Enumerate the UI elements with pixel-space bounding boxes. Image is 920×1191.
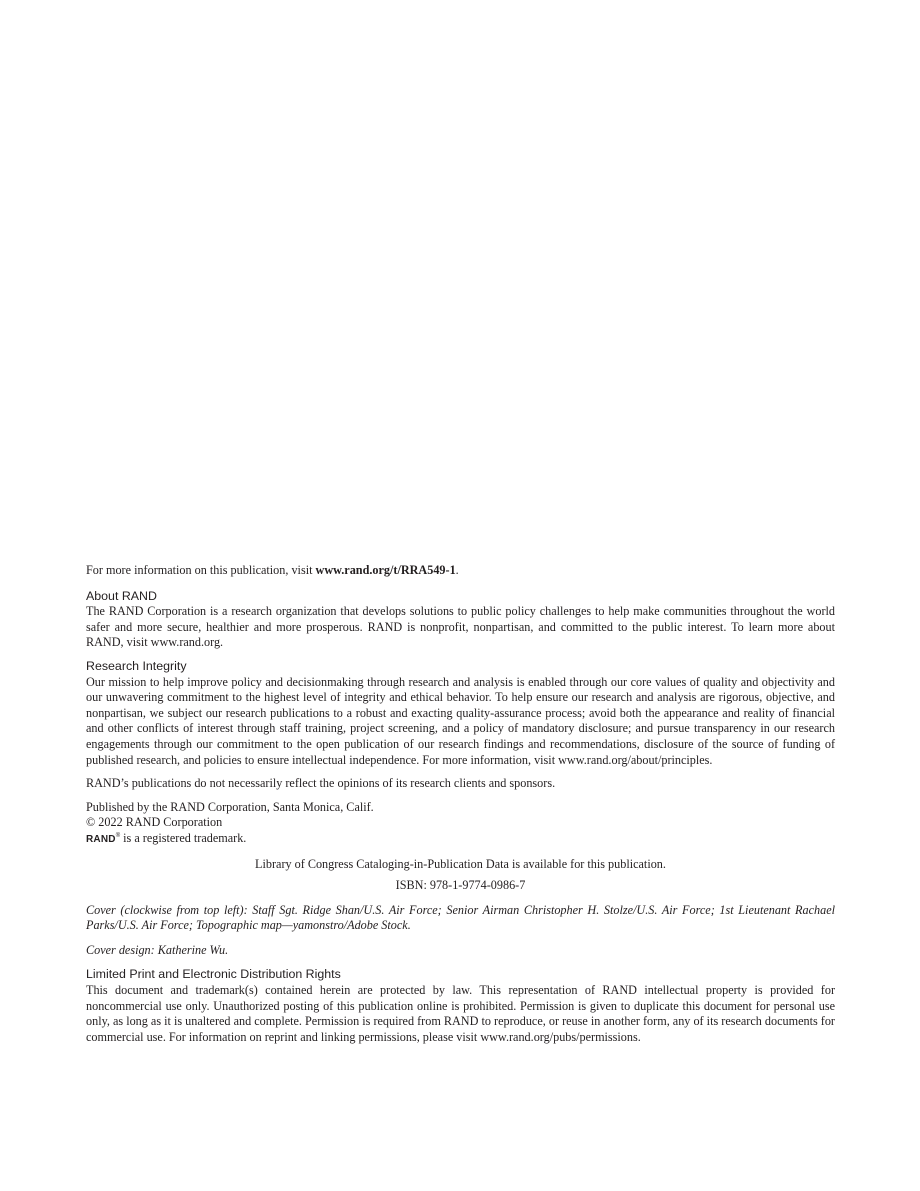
rights-heading: Limited Print and Electronic Distribution Rights: [86, 967, 341, 982]
rand-logo: RAND: [86, 833, 116, 845]
trademark-text: is a registered trademark.: [120, 830, 247, 845]
info-line: [86, 563, 835, 579]
copyright-page-content: [86, 563, 835, 1045]
copyright-line: © 2022 RAND Corporation: [86, 815, 223, 830]
integrity-heading: Research Integrity: [86, 658, 187, 673]
registered-mark: ®: [115, 832, 121, 839]
cover-credit: Cover (clockwise from top left): Staff Sgt. Ridge Shan/U.S. Air Force; Senior Airman Christopher H. Stolze/U.S. Air Force; 1st Lieutenant Rachael Parks/U.S. Air Force; Topographic map—yamonstro/Adobe Stock.: [86, 902, 835, 933]
info-line-suffix: .: [455, 563, 459, 577]
publisher-line: Published by the RAND Corporation, Santa Monica, Calif.: [86, 799, 374, 814]
about-text: The RAND Corporation is a research organization that develops solutions to public policy challenges to help make communities throughout the world safer and more secure, healthier and more prosperous. RAND is nonprofit, nonpartisan, and committed to the public interest. To learn more about RAND, visit www.rand.org.: [86, 604, 835, 650]
cataloging-line: Library of Congress Cataloging-in-Publication Data is available for this publication.: [255, 856, 666, 871]
publication-link[interactable]: www.rand.org/t/RRA549-1: [315, 563, 456, 577]
cover-design: Cover design: Katherine Wu.: [86, 942, 229, 957]
isbn-line: ISBN: 978-1-9774-0986-7: [395, 878, 526, 893]
integrity-text: Our mission to help improve policy and decisionmaking through research and analysis is enabled through our core values of quality and objectivity and our unwavering commitment to the highest level of integrity and ethical behavior. To help ensure our research and analysis are rigorous, objective, and nonpartisan, we subject our research publications to a robust and exacting quality-assurance process; avoid both the appearance and reality of financial and other conflicts of interest through staff training, project screening, and a policy of mandatory disclosure; and pursue transparency in our research engagements through our commitment to the open publication of our research findings and recommendations, disclosure of the source of funding of published research, and policies to ensure intellectual independence. For more information, visit www.rand.org/about/principles.: [86, 674, 835, 767]
trademark-line: [86, 831, 835, 848]
about-heading: About RAND: [86, 588, 157, 603]
rights-text: This document and trademark(s) contained herein are protected by law. This representation of RAND intellectual property is provided for noncommercial use only. Unauthorized posting of this publication online is prohibited. Permission is given to duplicate this document for personal use only, as long as it is unaltered and complete. Permission is required from RAND to reproduce, or reuse in another form, any of its research documents for commercial use. For information on reprint and linking permissions, please visit www.rand.org/pubs/permissions.: [86, 983, 835, 1044]
disclaimer-text: RAND’s publications do not necessarily reflect the opinions of its research clients and sponsors.: [86, 776, 556, 791]
info-line-prefix: For more information on this publication, visit: [86, 563, 316, 577]
